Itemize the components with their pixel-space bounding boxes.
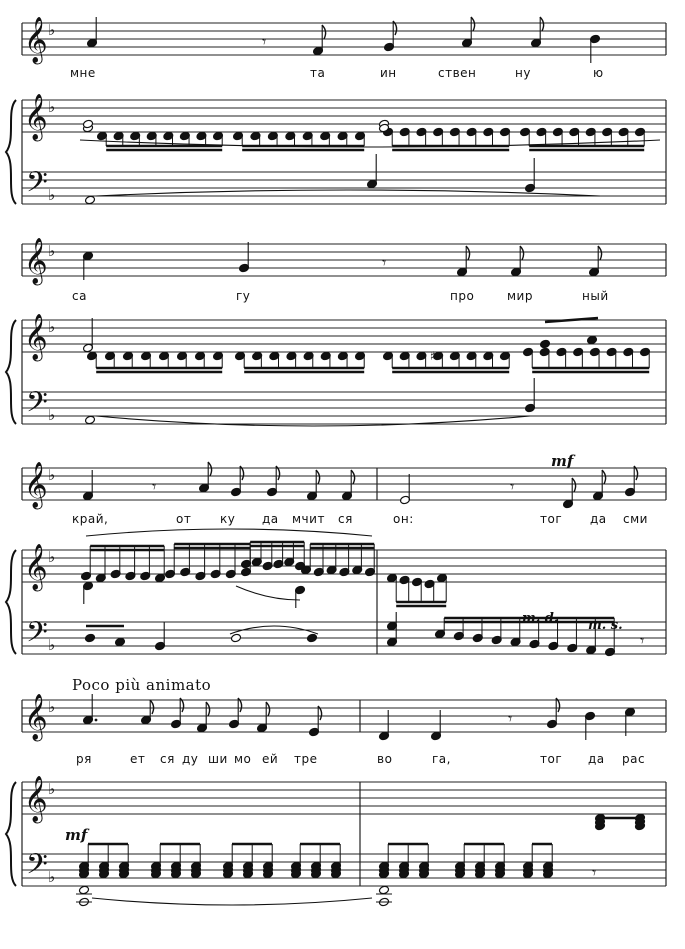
bass-clef: 𝄢	[26, 616, 48, 656]
eighth-rest: 𝄾	[592, 863, 597, 882]
note-head	[307, 633, 318, 643]
note-head	[587, 335, 598, 345]
brace	[6, 782, 16, 886]
lyric: ин	[380, 66, 397, 80]
dot	[95, 719, 98, 722]
slur	[96, 190, 600, 196]
lyric: во	[377, 752, 393, 766]
flat-sign: ♭	[48, 698, 56, 716]
flat-sign: ♭	[48, 636, 56, 654]
lyric: ей	[262, 752, 279, 766]
lyric: ши	[208, 752, 228, 766]
note-head	[85, 633, 96, 643]
lyric: ет	[130, 752, 146, 766]
lyric: сми	[623, 512, 648, 526]
hand-mark-md: m. d.	[522, 611, 559, 626]
eighth-rest: 𝄾	[262, 32, 267, 51]
sharp-sign: ♯	[430, 349, 436, 363]
treble-clef: 𝄞	[24, 544, 48, 590]
treble-clef: 𝄞	[24, 238, 48, 284]
tempo-marking: Poco più animato	[72, 676, 212, 694]
lyric: ну	[515, 66, 531, 80]
eighth-rest: 𝄾	[510, 477, 515, 496]
dynamic-mf: mf	[65, 826, 88, 844]
note-head	[231, 633, 242, 643]
lyric: от	[176, 512, 192, 526]
treble-clef: 𝄞	[24, 17, 48, 63]
note-head	[79, 885, 90, 895]
lyric: гу	[236, 289, 251, 303]
eighth-rest: 𝄾	[152, 477, 157, 496]
treble-clef: 𝄞	[24, 694, 48, 740]
brace	[6, 550, 16, 654]
lyric: край,	[72, 512, 109, 526]
flat-sign: ♭	[48, 242, 56, 260]
lyric: мчит	[292, 512, 325, 526]
note-head	[115, 637, 126, 647]
flat-sign: ♭	[48, 868, 56, 886]
lyric: да	[588, 752, 605, 766]
lyric: про	[450, 289, 475, 303]
note-head	[540, 339, 551, 349]
flat-sign: ♭	[48, 548, 56, 566]
bass-clef: 𝄢	[26, 386, 48, 426]
slur	[236, 586, 300, 600]
treble-clef: 𝄞	[24, 94, 48, 140]
note-head	[379, 885, 390, 895]
slur	[86, 529, 372, 536]
treble-clef: 𝄞	[24, 776, 48, 822]
brace	[6, 100, 16, 204]
flat-sign: ♭	[48, 466, 56, 484]
hand-mark-ms: m. s.	[588, 618, 623, 633]
bass-clef: 𝄢	[26, 166, 48, 206]
lyric: мо	[234, 752, 252, 766]
slur	[92, 898, 372, 905]
lyric: ный	[582, 289, 609, 303]
eighth-rest: 𝄾	[382, 253, 387, 272]
bass-clef: 𝄢	[26, 848, 48, 888]
lyric: га,	[432, 752, 451, 766]
lyric: са	[72, 289, 87, 303]
lyric: ся	[160, 752, 175, 766]
lyric: тог	[540, 512, 563, 526]
lyric: ся	[338, 512, 353, 526]
flat-sign: ♭	[48, 98, 56, 116]
eighth-rest: 𝄾	[640, 631, 645, 650]
lyric: ствен	[438, 66, 477, 80]
brace	[6, 320, 16, 424]
note-head	[85, 195, 96, 205]
lyric: рас	[622, 752, 646, 766]
treble-clef: 𝄞	[24, 462, 48, 508]
flat-sign: ♭	[48, 780, 56, 798]
lyric: тог	[540, 752, 563, 766]
dynamic-mf: mf	[551, 452, 574, 470]
lyric: ю	[593, 66, 604, 80]
flat-sign: ♭	[48, 406, 56, 424]
note-head	[85, 415, 96, 425]
lyric: ду	[182, 752, 199, 766]
eighth-rest: 𝄾	[508, 709, 513, 728]
treble-clef: 𝄞	[24, 314, 48, 360]
flat-sign: ♭	[48, 186, 56, 204]
flat-sign: ♭	[48, 21, 56, 39]
lyric: он:	[393, 512, 414, 526]
lyric: ря	[76, 752, 92, 766]
lyric: да	[590, 512, 607, 526]
lyric: ку	[220, 512, 236, 526]
lyric: та	[310, 66, 326, 80]
lyric: мир	[507, 289, 533, 303]
lyric: мне	[70, 66, 96, 80]
lyric: да	[262, 512, 279, 526]
flat-sign: ♭	[48, 318, 56, 336]
lyric: тре	[294, 752, 318, 766]
